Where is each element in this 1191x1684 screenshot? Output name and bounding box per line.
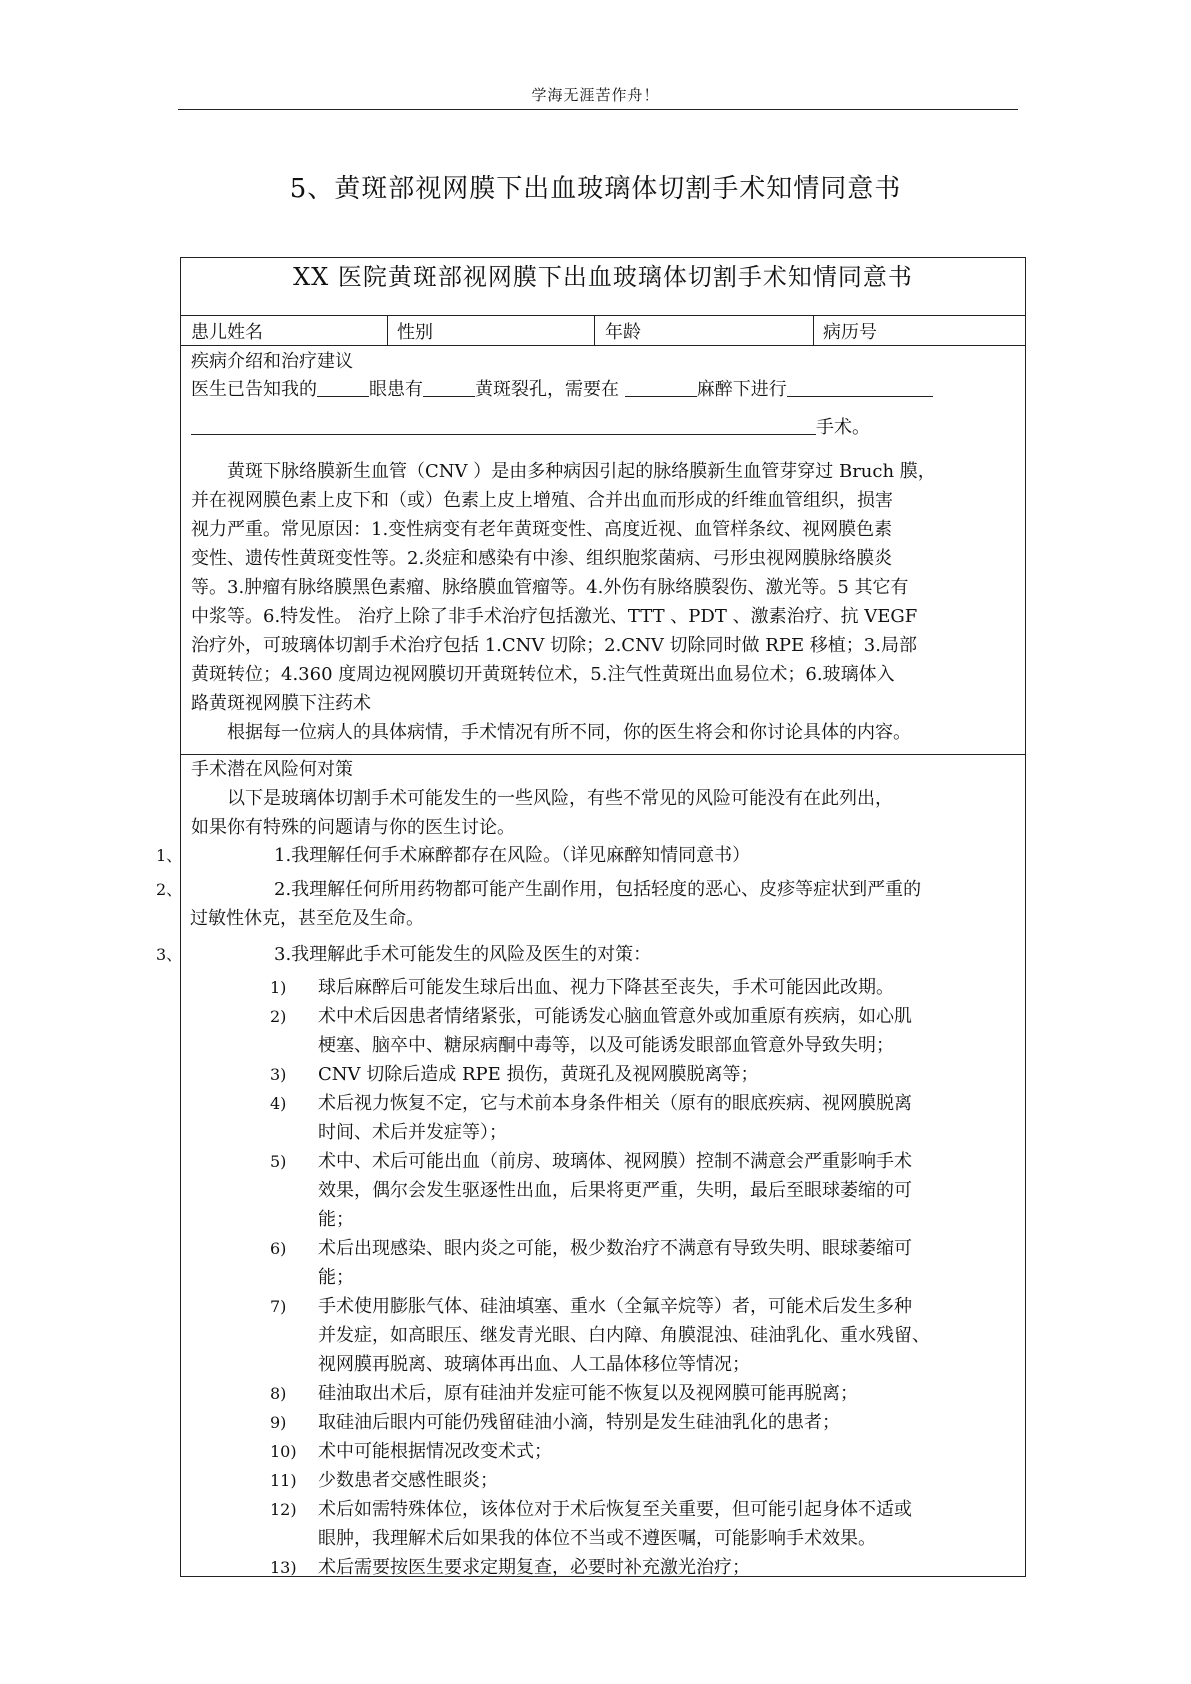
procedure-blank-2[interactable]	[191, 414, 816, 435]
field-gender: 性别	[397, 322, 433, 343]
sub-item-text: 能；	[318, 1209, 354, 1230]
sub-item-number: 7)	[270, 1297, 287, 1316]
cell-divider	[594, 315, 595, 345]
procedure-blank-1[interactable]	[787, 376, 933, 397]
sub-item-text: 梗塞、脑卒中、糖尿病酮中毒等，以及可能诱发眼部血管意外导致失明；	[318, 1035, 894, 1056]
sub-item-text: 硅油取出术后，原有硅油并发症可能不恢复以及视网膜可能再脱离；	[318, 1383, 858, 1404]
sub-item-number: 2)	[270, 1007, 287, 1026]
intro-fill-line-2	[191, 414, 870, 442]
intro-paragraph-line: 变性、遗传性黄斑变性等。2.炎症和感染有中渗、组织胞浆菌病、弓形虫视网膜脉络膜炎	[191, 548, 893, 569]
sub-item-text: 取硅油后眼内可能仍残留硅油小滴，特别是发生硅油乳化的患者；	[318, 1412, 840, 1433]
diagnosis-blank[interactable]	[423, 376, 475, 397]
intro-paragraph-line: 黄斑下脉络膜新生血管（CNV ）是由多种病因引起的脉络膜新生血管芽穿过 Bruch 膜，	[191, 461, 936, 482]
intro-paragraph-line: 黄斑转位；4.360 度周边视网膜切开黄斑转位术，5.注气性黄斑出血易位术；6.玻璃体入	[191, 664, 895, 685]
intro-line2-end: 手术。	[816, 417, 870, 438]
risk-item-3: 3.我理解此手术可能发生的风险及医生的对策：	[274, 944, 652, 965]
item-marker-2: 2、	[156, 880, 183, 899]
risks-heading: 手术潜在风险何对策	[191, 759, 353, 780]
sub-item-text: 少数患者交感性眼炎；	[318, 1470, 498, 1491]
cell-divider	[387, 315, 388, 345]
intro-text-a: 医生已告知我的	[191, 379, 317, 400]
sub-item-number: 5)	[270, 1152, 287, 1171]
sub-item-text: 并发症，如高眼压、继发青光眼、白内障、角膜混浊、硅油乳化、重水残留、	[318, 1325, 930, 1346]
intro-paragraph-line: 治疗外，可玻璃体切割手术治疗包括 1.CNV 切除；2.CNV 切除同时做 RPE 移植；3.局部	[191, 635, 917, 656]
sub-item-number: 1)	[270, 978, 287, 997]
sub-item-text: 术后需要按医生要求定期复查，必要时补充激光治疗；	[318, 1557, 750, 1578]
intro-text-c: 黄斑裂孔，需要在	[475, 379, 625, 400]
intro-paragraph-line: 视力严重。常见原因：1.变性病变有老年黄斑变性、高度近视、血管样条纹、视网膜色素	[191, 519, 893, 540]
sub-item-number: 6)	[270, 1239, 287, 1258]
intro-fill-line-1	[191, 376, 933, 404]
intro-paragraph-line: 并在视网膜色素上皮下和（或）色素上皮上增殖、合并出血而形成的纤维血管组织，损害	[191, 490, 893, 511]
page-header-text: 学海无涯苦作舟！	[531, 86, 660, 104]
document-title: 5、黄斑部视网膜下出血玻璃体切割手术知情同意书	[289, 174, 902, 204]
sub-item-text: 视网膜再脱离、玻璃体再出血、人工晶体移位等情况；	[318, 1354, 750, 1375]
sub-item-text: 眼肿，我理解术后如果我的体位不当或不遵医嘱，可能影响手术效果。	[318, 1528, 876, 1549]
sub-item-text: 能；	[318, 1267, 354, 1288]
sub-item-text: 球后麻醉后可能发生球后出血、视力下降甚至丧失，手术可能因此改期。	[318, 977, 894, 998]
sub-item-text: 效果，偶尔会发生驱逐性出血，后果将更严重，失明，最后至眼球萎缩的可	[318, 1180, 912, 1201]
cell-divider	[813, 315, 814, 345]
intro-text-d: 麻醉下进行	[696, 379, 787, 400]
risks-intro-line: 如果你有特殊的问题请与你的医生讨论。	[191, 817, 515, 838]
sub-item-number: 3)	[270, 1065, 287, 1084]
risks-intro-line: 以下是玻璃体切割手术可能发生的一些风险，有些不常见的风险可能没有在此列出，	[191, 788, 893, 809]
sub-item-text: 时间、术后并发症等）；	[318, 1122, 507, 1143]
intro-paragraph-line: 路黄斑视网膜下注药术	[191, 693, 371, 714]
risk-item-2: 2.我理解任何所用药物都可能产生副作用，包括轻度的恶心、皮疹等症状到严重的	[274, 879, 922, 900]
field-record-number: 病历号	[823, 322, 877, 343]
item-marker-1: 1、	[156, 846, 183, 865]
sub-item-number: 9)	[270, 1413, 287, 1432]
intro-paragraph-line: 根据每一位病人的具体病情，手术情况有所不同，你的医生将会和你讨论具体的内容。	[191, 722, 911, 743]
sub-item-text: CNV 切除后造成 RPE 损伤，黄斑孔及视网膜脱离等；	[318, 1064, 759, 1085]
anesthesia-blank[interactable]	[625, 376, 697, 397]
sub-item-text: 术后如需特殊体位，该体位对于术后恢复至关重要，但可能引起身体不适或	[318, 1499, 912, 1520]
sub-item-number: 4)	[270, 1094, 287, 1113]
row-divider	[181, 345, 1025, 346]
sub-item-number: 12)	[270, 1500, 297, 1519]
sub-item-number: 13)	[270, 1558, 297, 1577]
form-title: XX 医院黄斑部视网膜下出血玻璃体切割手术知情同意书	[293, 263, 913, 291]
risk-item-1: 1.我理解任何手术麻醉都存在风险。（详见麻醉知情同意书）	[274, 845, 751, 866]
field-age: 年龄	[605, 322, 641, 343]
sub-item-number: 11)	[270, 1471, 297, 1490]
item-marker-3: 3、	[156, 945, 183, 964]
sub-item-text: 术中术后因患者情绪紧张，可能诱发心脑血管意外或加重原有疾病，如心肌	[318, 1006, 912, 1027]
row-divider	[181, 315, 1025, 316]
sub-item-text: 术中可能根据情况改变术式；	[318, 1441, 552, 1462]
sub-item-number: 10)	[270, 1442, 297, 1461]
field-patient-name: 患儿姓名	[191, 322, 263, 343]
intro-heading: 疾病介绍和治疗建议	[191, 351, 353, 372]
sub-item-text: 术后视力恢复不定，它与术前本身条件相关（原有的眼底疾病、视网膜脱离	[318, 1093, 912, 1114]
eye-side-blank[interactable]	[317, 376, 369, 397]
sub-item-text: 手术使用膨胀气体、硅油填塞、重水（全氟辛烷等）者，可能术后发生多种	[318, 1296, 912, 1317]
intro-paragraph-line: 中浆等。6.特发性。 治疗上除了非手术治疗包括激光、TTT 、PDT 、激素治疗、抗 VEGF	[191, 606, 918, 627]
intro-paragraph-line: 等。3.肿瘤有脉络膜黑色素瘤、脉络膜血管瘤等。4.外伤有脉络膜裂伤、激光等。5 其它有	[191, 577, 909, 598]
sub-item-text: 术中、术后可能出血（前房、玻璃体、视网膜）控制不满意会严重影响手术	[318, 1151, 912, 1172]
header-rule	[178, 109, 1018, 110]
intro-text-b: 眼患有	[369, 379, 423, 400]
risk-item-2-cont: 过敏性休克，甚至危及生命。	[190, 908, 424, 929]
sub-item-text: 术后出现感染、眼内炎之可能，极少数治疗不满意有导致失明、眼球萎缩可	[318, 1238, 912, 1259]
sub-item-number: 8)	[270, 1384, 287, 1403]
